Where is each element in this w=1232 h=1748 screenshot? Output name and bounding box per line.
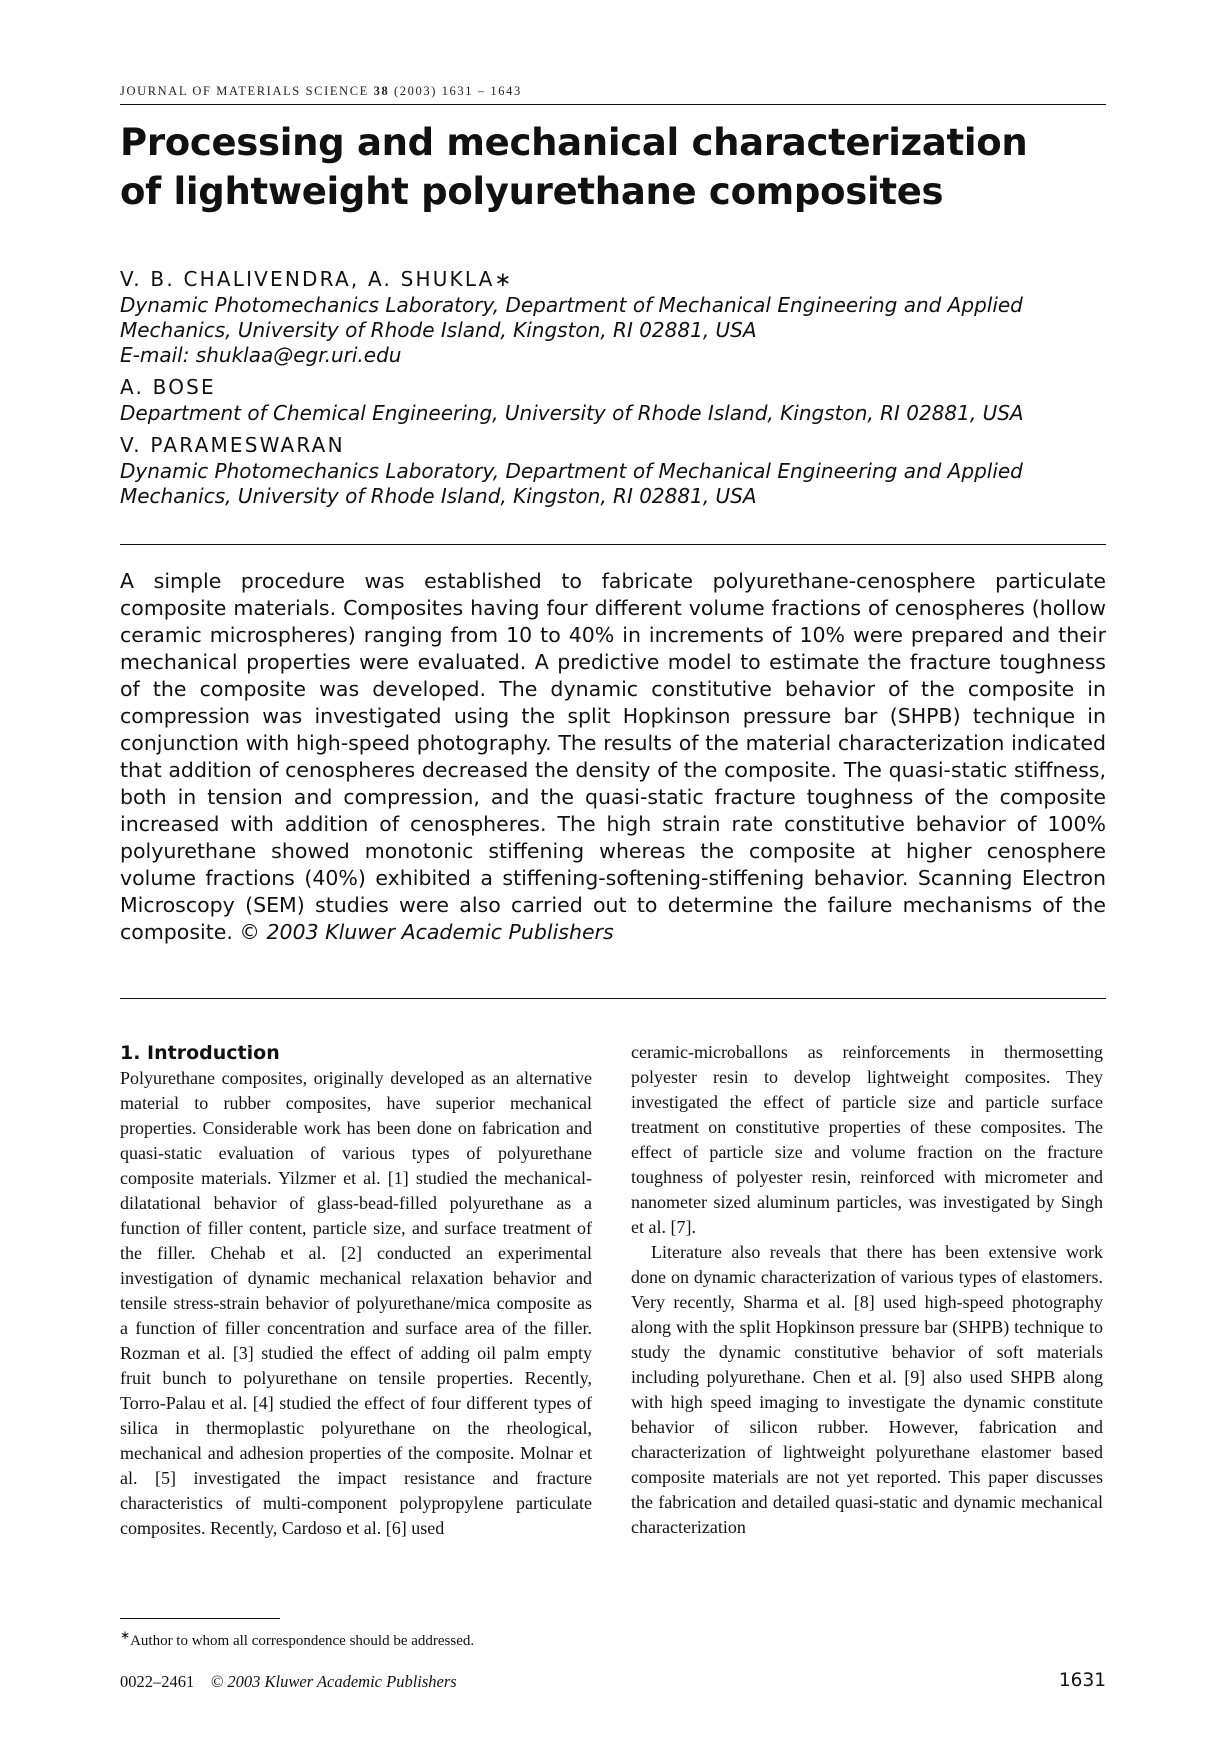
affiliation-line: Mechanics, University of Rhode Island, Kingston, RI 02881, USA [120,318,757,342]
body-paragraph: Polyurethane composites, originally developed as an alternative material to rubber composites, have superior mechanical properties. Considerable work has been done on fabrication and quasi-static evaluation of various types of polyurethane composite materials. Yilzmer et al. [1] studied the mechanical-dilatational behavior of glass-bead-filled polyurethane as a function of filler content, particle size, and surface treatment of the filler. Chehab et al. [2] conducted an experimental investigation of dynamic mechanical relaxation behavior and tensile stress-strain behavior of polyurethane/mica composite as a function of filler concentration and surface area of the filler. Rozman et al. [3] studied the effect of adding oil palm empty fruit bunch to polyurethane on tensile properties. Recently, Torro-Palau et al. [4] studied the effect of four different types of silica in thermoplastic polyurethane on the rheological, mechanical and adhesion properties of the composite. Molnar et al. [5] investigated the impact resistance and fracture characteristics of multi-component polypropylene particulate composites. Recently, Cardoso et al. [6] used [120,1068,592,1538]
affiliation-line: Mechanics, University of Rhode Island, Kingston, RI 02881, USA [120,484,757,508]
body-column-left [120,1040,592,1541]
journal-name: JOURNAL OF MATERIALS SCIENCE [120,84,369,98]
issn: 0022–2461 [120,1672,195,1691]
abstract-bottom-rule [120,998,1106,999]
footer-copyright: © 2003 Kluwer Academic Publishers [210,1672,457,1691]
author-group-2 [120,374,1106,426]
author-email[interactable]: E-mail: shuklaa@egr.uri.edu [120,343,402,367]
footnote-text: Author to whom all correspondence should be addressed. [130,1633,475,1649]
title-line-1: Processing and mechanical characterization [120,121,1028,164]
affiliation-line: Dynamic Photomechanics Laboratory, Department of Mechanical Engineering and Applied [120,459,1023,483]
author-group-1 [120,266,1106,368]
author-group-3 [120,432,1106,509]
footnote-rule [120,1618,280,1619]
body-column-right [631,1040,1103,1540]
body-paragraph: ceramic-microballons as reinforcements in thermosetting polyester resin to develop lightweight composites. They investigated the effect of particle size and particle surface treatment on constitutive properties of these composites. The effect of particle size and volume fraction on the fracture toughness of polyester resin, reinforced with micrometer and nanometer sized aluminum particles, was investigated by Singh et al. [7]. [631,1042,1103,1237]
page-footer-left [120,1672,457,1692]
author-names: A. BOSE [120,375,216,399]
body-paragraph: Literature also reveals that there has been extensive work done on dynamic characterization of various types of elastomers. Very recently, Sharma et al. [8] used high-speed photography along with the split Hopkinson pressure bar (SHPB) technique to study the dynamic constitutive behavior of soft materials including polyurethane. Chen et al. [9] also used SHPB along with high speed imaging to investigate the dynamic constitute behavior of silicon rubber. However, fabrication and characterization of lightweight polyurethane elastomer based composite materials are not yet reported. This paper discusses the fabrication and detailed quasi-static and dynamic mechanical characterization [631,1242,1103,1537]
abstract [120,568,1106,946]
author-names: V. B. CHALIVENDRA, A. SHUKLA∗ [120,267,514,291]
abstract-top-rule [120,544,1106,545]
title-line-2: of lightweight polyurethane composites [120,170,944,213]
page-number: 1631 [1058,1670,1106,1691]
affiliation-line: Dynamic Photomechanics Laboratory, Department of Mechanical Engineering and Applied [120,293,1023,317]
article-title [120,118,1106,216]
abstract-text: A simple procedure was established to fabricate polyurethane-cenosphere particulate composite materials. Composites having four different volume fractions of cenospheres (hollow ceramic microspheres) ranging from 10 to 40% in increments of 10% were prepared and their mechanical properties were evaluated. A predictive model to estimate the fracture toughness of the composite was developed. The dynamic constitutive behavior of the composite in compression was investigated using the split Hopkinson pressure bar (SHPB) technique in conjunction with high-speed photography. The results of the material characterization indicated that addition of cenospheres decreased the density of the composite. The quasi-static stiffness, both in tension and compression, and the quasi-static fracture toughness of the composite increased with addition of cenospheres. The high strain rate constitutive behavior of 100% polyurethane showed monotonic stiffening whereas the composite at higher cenosphere volume fractions (40%) exhibited a stiffening-softening-stiffening behavior. Scanning Electron Microscopy (SEM) studies were also carried out to determine the failure mechanisms of the composite. [120,569,1106,944]
author-names: V. PARAMESWARAN [120,433,345,457]
journal-volume: 38 [373,84,390,98]
abstract-copyright: © 2003 Kluwer Academic Publishers [239,920,614,944]
author-block [120,266,1106,515]
article-page [120,0,1106,1748]
journal-year-pages: (2003) 1631 – 1643 [394,84,522,98]
running-head [120,84,1106,105]
affiliation-line: Department of Chemical Engineering, University of Rhode Island, Kingston, RI 02881, USA [120,401,1024,425]
footnote [120,1628,474,1650]
section-heading: 1. Introduction [120,1042,280,1064]
footnote-mark: ∗ [120,1628,131,1642]
